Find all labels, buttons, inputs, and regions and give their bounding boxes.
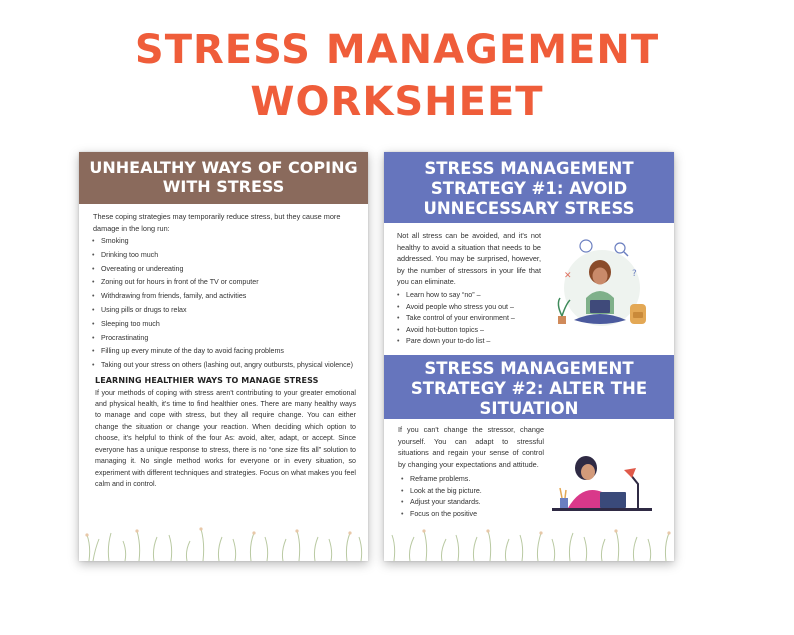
healthier-ways-paragraph: If your methods of coping with stress aren't contributing to your greater emotional and physical health, it's time to find healthier ones. There are many healthy ways to manage and cope with stress, but they all require change. You can either change the situation or change your reaction. When deciding which option to choose, it's helpful to think of the four As: avoid, alter, adapt, or accept. Since everyone has a unique response to stress, there is no “one size fits all” solution to managing it. No single method works for everyone or in every situation, so experiment with different techniques and strategies. Focus on what makes you feel calm and in control. <box>95 388 356 488</box>
list-item: • Sleeping too much <box>101 318 358 332</box>
strategy2-banner-line1: STRESS MANAGEMENT <box>424 359 634 378</box>
grass-decoration-icon <box>79 521 368 561</box>
list-item: • Smoking <box>101 235 358 249</box>
strategy2-banner <box>384 355 674 419</box>
strategy1-banner-line1: STRESS MANAGEMENT <box>424 159 634 178</box>
list-item: • Zoning out for hours in front of the TV or computer <box>101 276 358 290</box>
list-item: • Avoid people who stress you out – <box>406 302 546 314</box>
list-item: • Taking out your stress on others (lashing out, angry outbursts, physical violence) <box>101 359 358 373</box>
intro-text: These coping strategies may temporarily reduce stress, but they cause more damage in the long run: <box>93 212 341 233</box>
woman-at-desk-illustration <box>546 448 656 518</box>
strategy1-banner-line3: UNNECESSARY STRESS <box>423 199 635 218</box>
list-item: • Withdrawing from friends, family, and activities <box>101 290 358 304</box>
strategy2-banner-line3: SITUATION <box>479 399 579 418</box>
strategy2-paragraph: If you can't change the stressor, change yourself. You can adapt to stressful situations and regain your sense of control by changing your expectations and attitude. <box>398 425 544 469</box>
strategy1-list <box>406 290 546 348</box>
stressed-woman-laptop-illustration <box>544 238 656 338</box>
worksheet-title-line1: STRESS MANAGEMENT <box>134 27 660 73</box>
unhealthy-coping-banner: UNHEALTHY WAYS OF COPING WITH STRESS <box>79 152 368 204</box>
list-item: • Overeating or undereating <box>101 263 358 277</box>
grass-decoration-icon <box>384 521 674 561</box>
list-item: • Take control of your environment – <box>406 313 546 325</box>
strategy2-list <box>410 474 540 520</box>
strategy1-banner-line2: STRATEGY #1: AVOID <box>430 179 628 198</box>
list-item: • Pare down your to-do list – <box>406 336 546 348</box>
list-item: • Procrastinating <box>101 332 358 346</box>
strategy2-banner-line2: STRATEGY #2: ALTER THE <box>410 379 648 398</box>
list-item: • Focus on the positive <box>410 509 540 521</box>
strategy1-banner <box>384 152 674 223</box>
list-item: • Reframe problems. <box>410 474 540 486</box>
list-item: • Learn how to say “no” – <box>406 290 546 302</box>
strategy1-paragraph: Not all stress can be avoided, and it's not healthy to avoid a situation that needs to be addressed. You may be surprised, however, by the number of stressors in your life that you can eliminate. <box>397 231 541 286</box>
unhealthy-coping-list <box>79 234 368 373</box>
worksheet-title-line2: WORKSHEET <box>250 79 544 125</box>
healthier-ways-heading: LEARNING HEALTHIER WAYS TO MANAGE STRESS <box>95 375 319 385</box>
list-item: • Filling up every minute of the day to avoid facing problems <box>101 345 358 359</box>
right-worksheet-page <box>384 152 674 561</box>
svg-text:?: ? <box>632 269 637 279</box>
list-item: • Drinking too much <box>101 249 358 263</box>
list-item: • Look at the big picture. <box>410 486 540 498</box>
list-item: • Avoid hot-button topics – <box>406 325 546 337</box>
list-item: • Adjust your standards. <box>410 497 540 509</box>
left-worksheet-page <box>79 152 368 561</box>
list-item: • Using pills or drugs to relax <box>101 304 358 318</box>
svg-text:✕: ✕ <box>564 271 572 281</box>
